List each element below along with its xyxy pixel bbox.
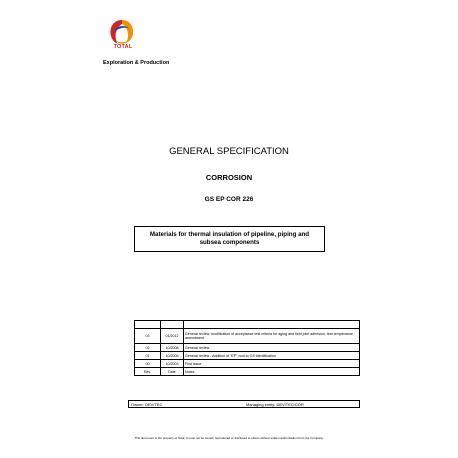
notes-cell bbox=[184, 321, 360, 329]
date-cell bbox=[161, 321, 184, 329]
date-header: Date bbox=[161, 368, 184, 376]
table-row bbox=[135, 360, 360, 368]
revision-table bbox=[134, 320, 360, 376]
rev-cell: 02 bbox=[135, 344, 161, 352]
date-cell: 01/2012 bbox=[161, 329, 184, 344]
notes-cell: General review bbox=[184, 344, 360, 352]
rev-cell: 03 bbox=[135, 329, 161, 344]
division-name: Exploration & Production bbox=[103, 60, 170, 66]
total-logo-icon bbox=[103, 16, 141, 56]
table-row bbox=[135, 352, 360, 360]
managing-entity-label: Managing entity: DEV/TEC/COR bbox=[246, 402, 304, 407]
document-reference: GS EP COR 226 bbox=[204, 196, 254, 203]
date-cell: 10/2003 bbox=[161, 360, 184, 368]
ownership-box bbox=[128, 400, 360, 408]
notes-cell: First issue bbox=[184, 360, 360, 368]
table-header-row bbox=[135, 368, 360, 376]
table-row bbox=[135, 344, 360, 352]
document-description: Materials for thermal insulation of pipeline, piping and subsea components bbox=[134, 226, 325, 252]
table-row bbox=[135, 321, 360, 329]
rev-header: Rev. bbox=[135, 368, 161, 376]
notes-cell: General review - Addition of "EP" root to GS identification bbox=[184, 352, 360, 360]
logo-wordmark: TOTAL bbox=[113, 44, 133, 50]
rev-cell bbox=[135, 321, 161, 329]
notes-cell: General review, modification of acceptance test criteria for aging and field joint adhesion, test temperature amendment bbox=[184, 329, 360, 344]
owner-label: Owner: DEV/TEC bbox=[131, 402, 163, 407]
rev-cell: 00 bbox=[135, 360, 161, 368]
rev-cell: 01 bbox=[135, 352, 161, 360]
date-cell: 10/2005 bbox=[161, 352, 184, 360]
date-cell: 10/2008 bbox=[161, 344, 184, 352]
table-row bbox=[135, 329, 360, 344]
document-subject: CORROSION bbox=[205, 173, 253, 182]
document-type: GENERAL SPECIFICATION bbox=[169, 146, 289, 157]
confidentiality-notice: This document is the property of Total. It must not be stored, reproduced or disclosed to others without written authorisation from the Company. bbox=[134, 436, 324, 440]
notes-header: Notes bbox=[184, 368, 360, 376]
